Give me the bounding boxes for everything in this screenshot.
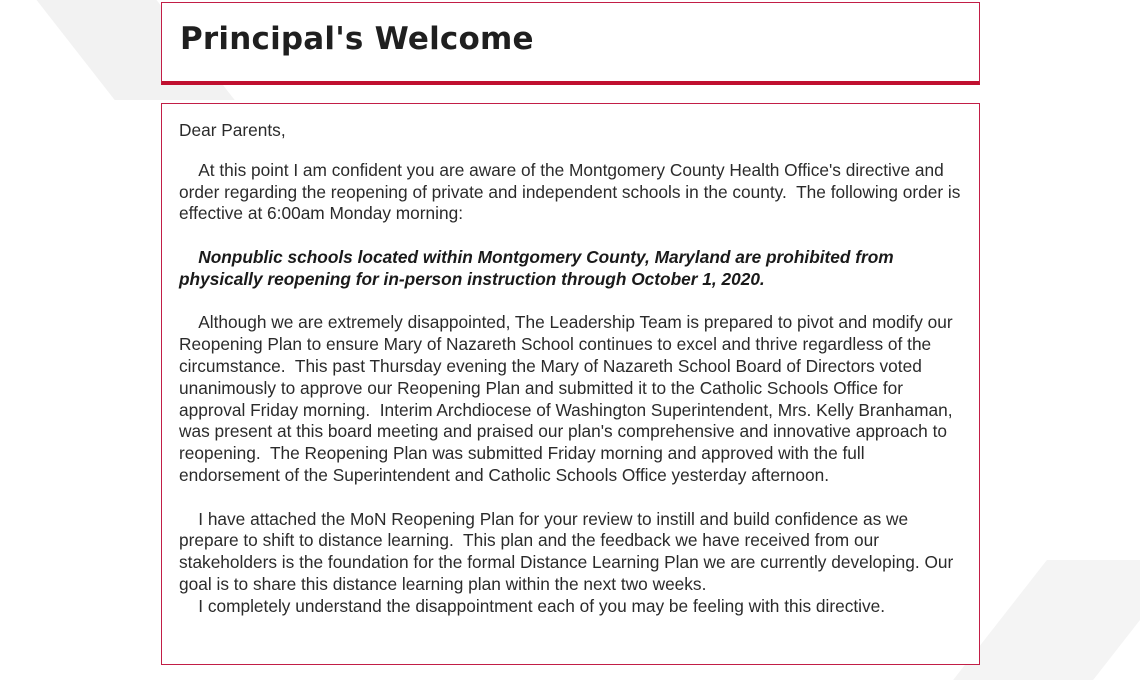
letter-paragraph: Although we are extremely disappointed, The Leadership Team is prepared to pivot and modify our Reopening Plan to ensure Mary of Nazareth School continues to excel and thrive regardless of the circumstance. This past Thursday evening the Mary of Nazareth School Board of Directors voted unanimously to approve our Reopening Plan and submitted it to the Catholic Schools Office for approval Friday morning. Interim Archdiocese of Washington Superintendent, Mrs. Kelly Branhaman, was present at this board meeting and praised our plan's comprehensive and innovative approach to reopening. The Reopening Plan was submitted Friday morning and approved with the full endorsement of the Superintendent and Catholic Schools Office yesterday afternoon. <box>179 312 958 485</box>
letter-salutation: Dear Parents, <box>179 120 286 140</box>
letter-paragraph: I completely understand the disappointment each of you may be feeling with this directive. <box>179 595 886 616</box>
page-title: Principal's Welcome <box>180 21 534 57</box>
letter-paragraph: I have attached the MoN Reopening Plan for your review to instill and build confidence as we prepare to shift to distance learning. This plan and the feedback we have received from our stakeholders is the foundation for the formal Distance Learning Plan we are currently developing. Our goal is to share this distance learning plan within the next two weeks. <box>179 508 959 594</box>
page-header <box>161 2 980 85</box>
letter-container <box>161 103 980 665</box>
health-directive-quote: Nonpublic schools located within Montgomery County, Maryland are prohibited from physically reopening for in-person instruction through October 1, 2020. <box>179 246 899 289</box>
letter-body <box>179 120 969 618</box>
background-decoration <box>953 560 1140 680</box>
letter-paragraph: At this point I am confident you are aware of the Montgomery County Health Office's directive and order regarding the reopening of private and independent schools in the county. The following order is effective at 6:00am Monday morning: <box>179 159 966 224</box>
